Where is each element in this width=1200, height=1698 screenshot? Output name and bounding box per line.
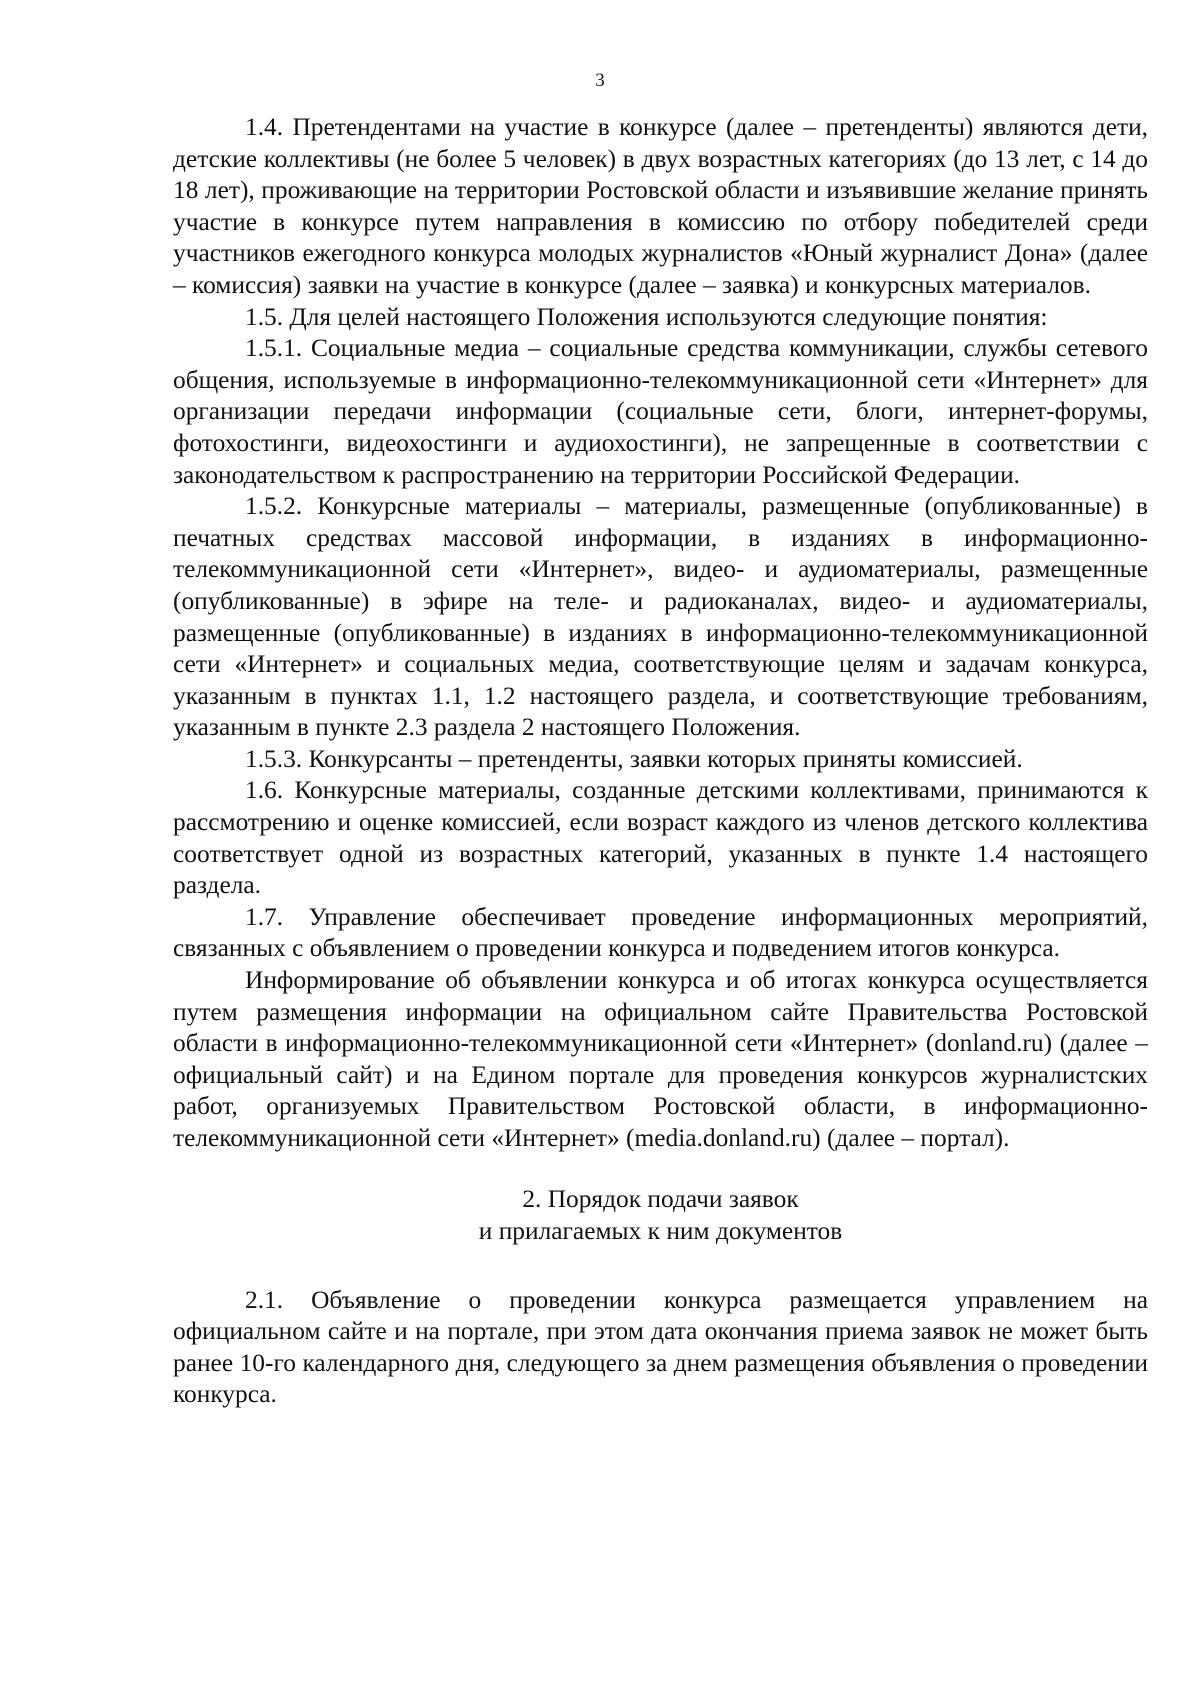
paragraph-1-7: 1.7. Управление обеспечивает проведение информационных мероприятий, связанных с объявлением о проведении конкурса и подведением итогов конкурса. (173, 902, 1148, 963)
paragraph-1-6: 1.6. Конкурсные материалы, созданные детскими коллективами, принимаются к рассмотрению и оценке комиссией, если возраст каждого из членов детского коллектива соответствует одной из возрастных категорий, указанных в пункте 1.4 настоящего раздела. (173, 776, 1148, 900)
page-number: 3 (595, 70, 605, 91)
document-body (173, 112, 1148, 1411)
paragraph-1-5: 1.5. Для целей настоящего Положения используются следующие понятия: (245, 302, 1048, 331)
paragraph-1-5-3: 1.5.3. Конкурсанты – претенденты, заявки которых приняты комиссией. (245, 744, 1023, 773)
section-heading-line-1: 2. Порядок подачи заявок (522, 1184, 799, 1213)
paragraph-2-1: 2.1. Объявление о проведении конкурса размещается управлением на официальном сайте и на портале, при этом дата окончания приема заявок не может быть ранее 10-го календарного дня, следующего за днем размещения объявления о проведении конкурса. (173, 1285, 1148, 1409)
paragraph-1-4: 1.4. Претендентами на участие в конкурсе (далее – претенденты) являются дети, детские коллективы (не более 5 человек) в двух возрастных категориях (до 13 лет, с 14 до 18 лет), проживающие на территории Ростовской области и изъявившие желание принять участие в конкурсе путем направления в комиссию по отбору победителей среди участников ежегодного конкурса молодых журналистов «Юный журналист Дона» (далее – комиссия) заявки на участие в конкурсе (далее – заявка) и конкурсных материалов. (173, 113, 1148, 299)
section-heading-line-2: и прилагаемых к ним документов (478, 1216, 843, 1245)
paragraph-1-5-2: 1.5.2. Конкурсные материалы – материалы, размещенные (опубликованные) в печатных средствах массовой информации, в изданиях в информационно-телекоммуникационной сети «Интернет», видео- и аудиоматериалы, размещенные (опубликованные) в эфире на теле- и радиоканалах, видео- и аудиоматериалы, размещенные (опубликованные) в изданиях в информационно-телекоммуникационной сети «Интернет» и социальных медиа, соответствующие целям и задачам конкурса, указанным в пунктах 1.1, 1.2 настоящего раздела, и соответствующие требованиям, указанным в пункте 2.3 раздела 2 настоящего Положения. (173, 492, 1148, 742)
paragraph-1-5-1: 1.5.1. Социальные медиа – социальные средства коммуникации, службы сетевого общения, используемые в информационно-телекоммуникационной сети «Интернет» для организации передачи информации (социальные сети, блоги, интернет-форумы, фотохостинги, видеохостинги и аудиохостинги), не запрещенные в соответствии с законодательством к распространению на территории Российской Федерации. (173, 334, 1148, 489)
section-heading (173, 1183, 1148, 1247)
paragraph-informing: Информирование об объявлении конкурса и об итогах конкурса осуществляется путем размещения информации на официальном сайте Правительства Ростовской области в информационно-телекоммуникационной сети «Интернет» (donland.ru) (далее – официальный сайт) и на Едином портале для проведения конкурсов журналистских работ, организуемых Правительством Ростовской области, в информационно-телекоммуникационной сети «Интернет» (media.donland.ru) (далее – портал). (173, 966, 1148, 1152)
